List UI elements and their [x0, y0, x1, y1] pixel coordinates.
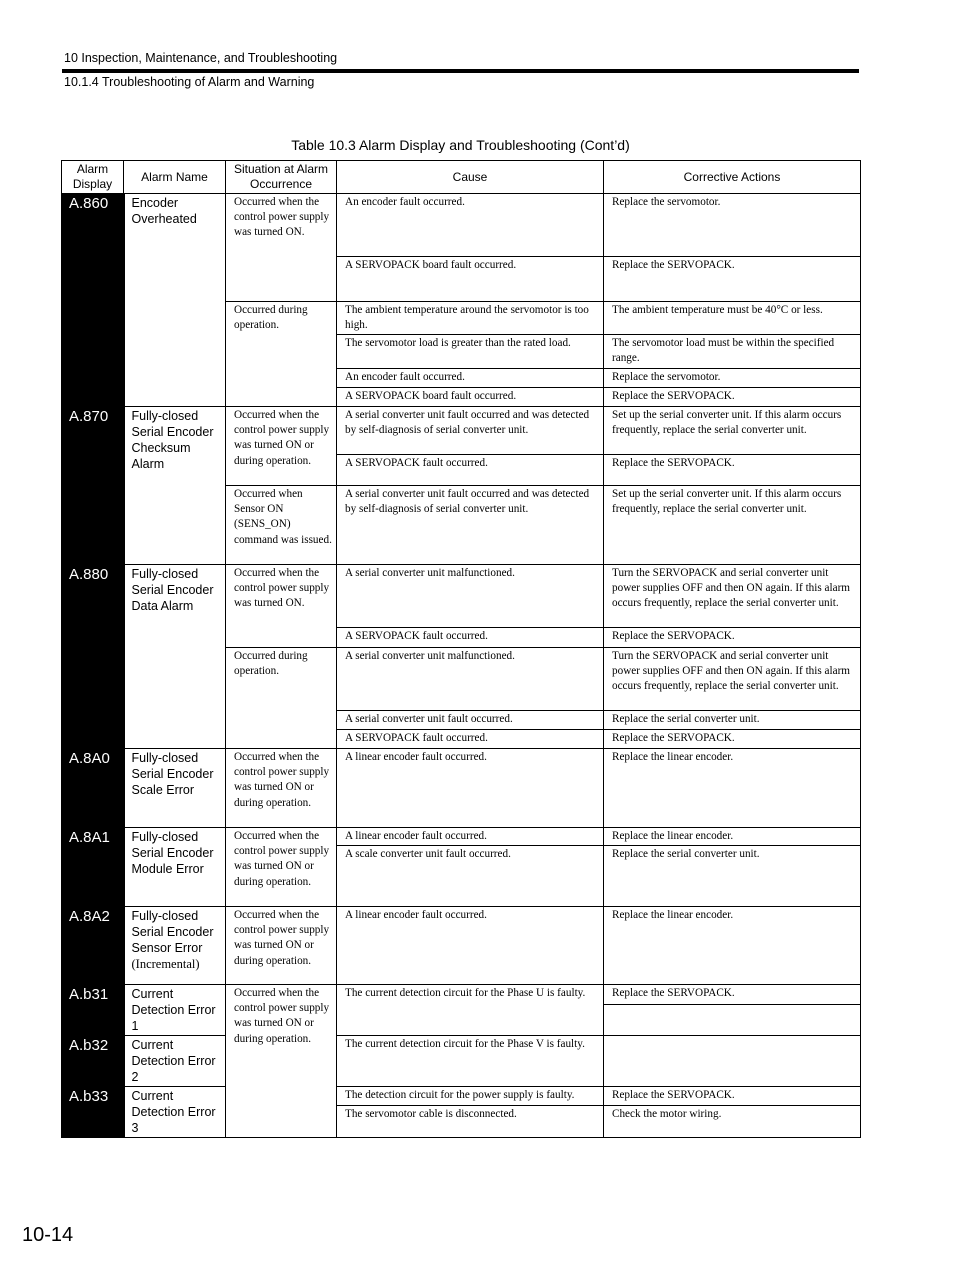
- cause: A scale converter unit fault occurred.: [337, 846, 604, 907]
- cause: A SERVOPACK fault occurred.: [337, 628, 604, 648]
- alarm-code: A.8A2: [62, 907, 124, 985]
- corrective-action: Replace the servomotor.: [604, 369, 861, 388]
- corrective-action: Replace the SERVOPACK.: [604, 388, 861, 407]
- column-header-situation: Situation at Alarm Occurrence: [226, 161, 337, 194]
- page-number: 10-14: [22, 1224, 74, 1246]
- situation: Occurred when the control power supply was turned ON or during operation.: [226, 828, 337, 907]
- column-header-alarm-display: Alarm Display: [62, 161, 124, 194]
- cause: The current detection circuit for the Phase V is faulty.: [337, 1036, 604, 1087]
- cause: A linear encoder fault occurred.: [337, 749, 604, 828]
- table-row: [62, 194, 861, 257]
- cause: A linear encoder fault occurred.: [337, 828, 604, 846]
- cause: A SERVOPACK board fault occurred.: [337, 388, 604, 407]
- alarm-troubleshooting-table: [61, 160, 861, 1138]
- alarm-name: Fully-closed Serial Encoder Checksum Alarm: [124, 407, 226, 565]
- alarm-code: A.b33: [62, 1087, 124, 1138]
- situation: Occurred when the control power supply was turned ON.: [226, 565, 337, 648]
- cause: The servomotor cable is disconnected.: [337, 1106, 604, 1138]
- cause: The current detection circuit for the Phase U is faulty.: [337, 985, 604, 1036]
- table-row: [62, 1036, 861, 1087]
- table-row: [62, 907, 861, 985]
- cause: The detection circuit for the power supply is faulty.: [337, 1087, 604, 1106]
- corrective-action-empty: [604, 1005, 861, 1036]
- corrective-action: Replace the linear encoder.: [604, 749, 861, 828]
- corrective-action: Replace the linear encoder.: [604, 907, 861, 985]
- alarm-name: Fully-closed Serial Encoder Data Alarm: [124, 565, 226, 749]
- section-header: 10.1.4 Troubleshooting of Alarm and Warning: [64, 75, 315, 89]
- situation: Occurred when the control power supply was turned ON or during operation.: [226, 407, 337, 486]
- cause: A linear encoder fault occurred.: [337, 907, 604, 985]
- corrective-action-empty: [604, 1036, 861, 1087]
- corrective-action: Turn the SERVOPACK and serial converter unit power supplies OFF and then ON again. If this alarm occurs frequently, replace the serial converter unit.: [604, 565, 861, 628]
- alarm-name: Fully-closed Serial Encoder Scale Error: [124, 749, 226, 828]
- cause: An encoder fault occurred.: [337, 369, 604, 388]
- corrective-action: Set up the serial converter unit. If this alarm occurs frequently, replace the serial converter unit.: [604, 486, 861, 565]
- alarm-name: Current Detection Error 1: [124, 985, 226, 1036]
- alarm-code: A.870: [62, 407, 124, 565]
- column-header-alarm-name: Alarm Name: [124, 161, 226, 194]
- corrective-action: The servomotor load must be within the specified range.: [604, 335, 861, 369]
- table-caption: Table 10.3 Alarm Display and Troubleshooting (Cont’d): [291, 137, 630, 153]
- alarm-name: Current Detection Error 3: [124, 1087, 226, 1138]
- cause: A serial converter unit malfunctioned.: [337, 648, 604, 711]
- corrective-action: Replace the SERVOPACK.: [604, 257, 861, 302]
- corrective-action: Replace the serial converter unit.: [604, 711, 861, 730]
- alarm-code: A.8A1: [62, 828, 124, 907]
- alarm-code: A.b31: [62, 985, 124, 1036]
- column-header-corrective-actions: Corrective Actions: [604, 161, 861, 194]
- alarm-name: Current Detection Error 2: [124, 1036, 226, 1087]
- corrective-action: The ambient temperature must be 40°C or less.: [604, 302, 861, 335]
- corrective-action: Turn the SERVOPACK and serial converter unit power supplies OFF and then ON again. If this alarm occurs frequently, replace the serial converter unit.: [604, 648, 861, 711]
- table-row: [62, 749, 861, 828]
- table-row: [62, 985, 861, 1005]
- cause: A SERVOPACK board fault occurred.: [337, 257, 604, 302]
- cause: A SERVOPACK fault occurred.: [337, 730, 604, 749]
- alarm-name: Encoder Overheated: [124, 194, 226, 407]
- cause: A SERVOPACK fault occurred.: [337, 455, 604, 486]
- alarm-name: Fully-closed Serial Encoder Module Error: [124, 828, 226, 907]
- table-header-row: [62, 161, 861, 194]
- cause: A serial converter unit fault occurred and was detected by self-diagnosis of serial converter unit.: [337, 486, 604, 565]
- alarm-code: A.8A0: [62, 749, 124, 828]
- table-row: [62, 407, 861, 455]
- alarm-code: A.b32: [62, 1036, 124, 1087]
- column-header-cause: Cause: [337, 161, 604, 194]
- corrective-action: Replace the servomotor.: [604, 194, 861, 257]
- alarm-code: A.860: [62, 194, 124, 407]
- alarm-name: [124, 907, 226, 985]
- cause: A serial converter unit fault occurred.: [337, 711, 604, 730]
- corrective-action: Replace the SERVOPACK.: [604, 985, 861, 1005]
- table-row: [62, 565, 861, 628]
- corrective-action: Replace the SERVOPACK.: [604, 628, 861, 648]
- situation: Occurred during operation.: [226, 302, 337, 407]
- corrective-action: Replace the SERVOPACK.: [604, 455, 861, 486]
- table-row: [62, 1087, 861, 1106]
- alarm-name-suffix: (Incremental): [131, 957, 200, 971]
- alarm-name-text: Fully-closed Serial Encoder Sensor Error: [131, 909, 214, 955]
- header-rule: [62, 69, 859, 73]
- chapter-header: 10 Inspection, Maintenance, and Troubleshooting: [64, 51, 338, 65]
- corrective-action: Check the motor wiring.: [604, 1106, 861, 1138]
- cause: A serial converter unit fault occurred and was detected by self-diagnosis of serial converter unit.: [337, 407, 604, 455]
- corrective-action: Replace the SERVOPACK.: [604, 1087, 861, 1106]
- situation: Occurred when the control power supply was turned ON or during operation.: [226, 749, 337, 828]
- corrective-action: Replace the SERVOPACK.: [604, 730, 861, 749]
- corrective-action: Replace the serial converter unit.: [604, 846, 861, 907]
- alarm-code: A.880: [62, 565, 124, 749]
- situation: Occurred when the control power supply was turned ON or during operation.: [226, 985, 337, 1138]
- corrective-action: Replace the linear encoder.: [604, 828, 861, 846]
- situation: Occurred when the control power supply was turned ON.: [226, 194, 337, 302]
- situation: Occurred during operation.: [226, 648, 337, 749]
- cause: A serial converter unit malfunctioned.: [337, 565, 604, 628]
- situation: Occurred when Sensor ON (SENS_ON) command was issued.: [226, 486, 337, 565]
- cause: An encoder fault occurred.: [337, 194, 604, 257]
- cause: The ambient temperature around the servomotor is too high.: [337, 302, 604, 335]
- situation: Occurred when the control power supply was turned ON or during operation.: [226, 907, 337, 985]
- cause: The servomotor load is greater than the rated load.: [337, 335, 604, 369]
- table-row: [62, 828, 861, 846]
- corrective-action: Set up the serial converter unit. If this alarm occurs frequently, replace the serial converter unit.: [604, 407, 861, 455]
